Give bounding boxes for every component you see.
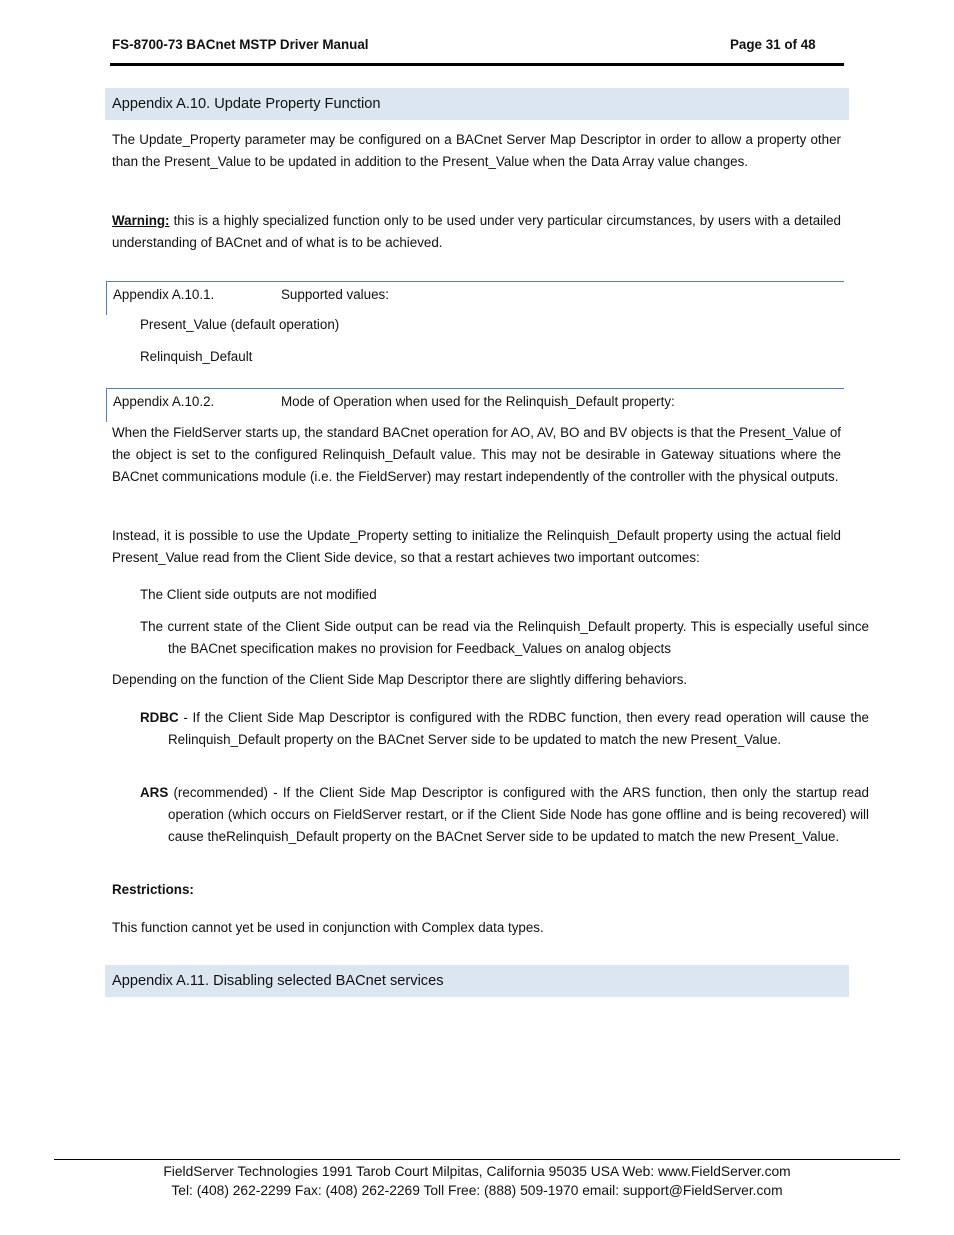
ars-item — [140, 782, 869, 848]
section-heading-a11: Appendix A.11. Disabling selected BACnet services — [105, 965, 849, 997]
footer-contact: Tel: (408) 262-2299 Fax: (408) 262-2269 Toll Free: (888) 509-1970 email: support@FieldServer.com — [171, 1183, 783, 1198]
subsection-heading-a10-1 — [106, 281, 844, 315]
subsection-number: Appendix A.10.1. — [113, 287, 215, 302]
footer-rule — [54, 1159, 900, 1160]
subsection-title: Mode of Operation when used for the Relinquish_Default property: — [281, 394, 675, 409]
subsection-title: Supported values: — [281, 287, 389, 302]
intro-paragraph: The Update_Property parameter may be configured on a BACnet Server Map Descriptor in order to allow a property other than the Present_Value to be updated in addition to the Present_Value when the Data Array value changes. — [112, 132, 841, 169]
instead-paragraph: Instead, it is possible to use the Update_Property setting to initialize the Relinquish_Default property using the actual field Present_Value read from the Client Side device, so that a restart achieves two important outcomes: — [112, 528, 841, 565]
rdbc-item — [140, 707, 869, 751]
behaviors-paragraph: Depending on the function of the Client Side Map Descriptor there are slightly differing behaviors. — [112, 672, 688, 687]
restrictions-text: This function cannot yet be used in conjunction with Complex data types. — [112, 920, 544, 935]
supported-value: Present_Value (default operation) — [140, 317, 340, 332]
startup-paragraph: When the FieldServer starts up, the standard BACnet operation for AO, AV, BO and BV objects is that the Present_Value of the object is set to the configured Relinquish_Default value. This may not be desirable in Gateway situations where the BACnet communications module (i.e. the FieldServer) may restart independently of the controller with the physical outputs. — [112, 425, 841, 484]
outcome-item: The Client side outputs are not modified — [140, 587, 377, 602]
restrictions-label: Restrictions: — [112, 882, 194, 897]
page-number: Page 31 of 48 — [730, 37, 816, 52]
outcome-item: The current state of the Client Side output can be read via the Relinquish_Default property. This is especially useful since the BACnet specification makes no provision for Feedback_Values on analog objects — [140, 619, 869, 656]
rdbc-label: RDBC — [140, 710, 179, 725]
header-rule — [110, 63, 844, 66]
supported-value: Relinquish_Default — [140, 349, 253, 364]
warning-label: Warning: — [112, 213, 170, 228]
rdbc-text: - If the Client Side Map Descriptor is configured with the RDBC function, then every read operation will cause the Relinquish_Default property on the BACnet Server side to be updated to match the new Present_Value. — [168, 710, 869, 747]
footer-address: FieldServer Technologies 1991 Tarob Court Milpitas, California 95035 USA Web: www.FieldServer.com — [163, 1164, 791, 1179]
document-title: FS-8700-73 BACnet MSTP Driver Manual — [112, 37, 369, 52]
ars-text: (recommended) - If the Client Side Map Descriptor is configured with the ARS function, then only the startup read operation (which occurs on FieldServer restart, or if the Client Side Node has gone offline and is being recovered) will cause theRelinquish_Default property on the BACnet Server side to be updated to match the new Present_Value. — [168, 785, 869, 844]
subsection-number: Appendix A.10.2. — [113, 394, 215, 409]
warning-paragraph — [112, 210, 841, 254]
ars-label: ARS — [140, 785, 169, 800]
section-heading-a10: Appendix A.10. Update Property Function — [105, 88, 849, 120]
warning-text: this is a highly specialized function only to be used under very particular circumstances, by users with a detailed understanding of BACnet and of what is to be achieved. — [112, 213, 841, 250]
subsection-heading-a10-2 — [106, 388, 844, 422]
